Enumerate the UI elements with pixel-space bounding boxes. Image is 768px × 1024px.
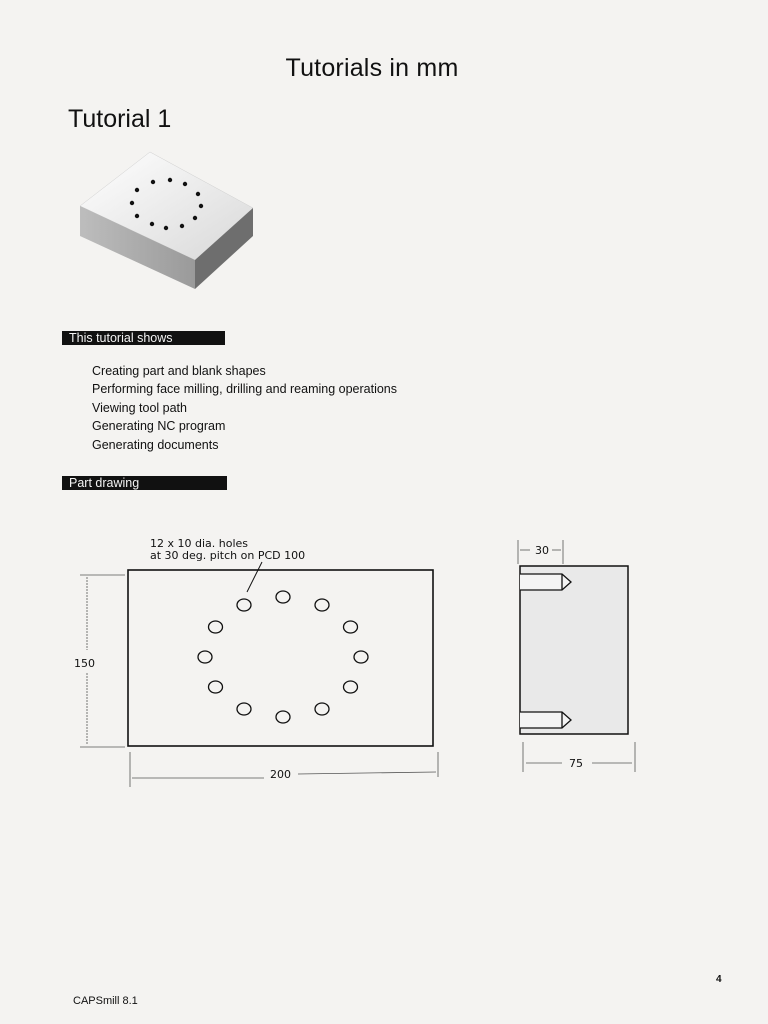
hole [209,681,223,693]
plate-side-view [520,566,628,734]
side-hole-bottom [520,712,571,728]
section-bar-tutorial-shows: This tutorial shows [62,331,225,345]
page-title: Tutorials in mm [285,54,459,82]
topic-list [92,362,397,454]
footer-product: CAPSmill 8.1 [73,995,138,1007]
section-bar-part-drawing: Part drawing [62,476,227,490]
hole [344,681,358,693]
footer-page-number: 4 [716,974,722,985]
topic-item: Performing face milling, drilling and reaming operations [92,382,398,397]
hole [276,591,290,603]
side-hole-top [520,574,571,590]
hole [209,621,223,633]
hole-pattern [198,591,368,723]
topic-item: Generating NC program [92,419,226,434]
hole [344,621,358,633]
tutorial-heading: Tutorial 1 [68,105,172,133]
topic-item: Creating part and blank shapes [92,364,266,378]
isometric-part-image [75,140,260,290]
hole-leader-line [247,562,262,592]
plate-top-view [128,570,433,746]
hole [198,651,212,663]
dim-label-width: 200 [270,768,291,781]
hole [315,703,329,715]
topic-item: Generating documents [92,437,219,452]
dim-label-depth: 30 [535,544,549,557]
dim-label-side-width: 75 [569,757,583,770]
hole [237,703,251,715]
holes-note: 12 x 10 dia. holes at 30 deg. pitch on PCD 100 [150,537,306,562]
hole [354,651,368,663]
hole [237,599,251,611]
hole [315,599,329,611]
dim-label-height: 150 [74,657,95,670]
part-drawing [0,520,768,800]
topic-item: Viewing tool path [92,400,187,415]
hole [276,711,290,723]
